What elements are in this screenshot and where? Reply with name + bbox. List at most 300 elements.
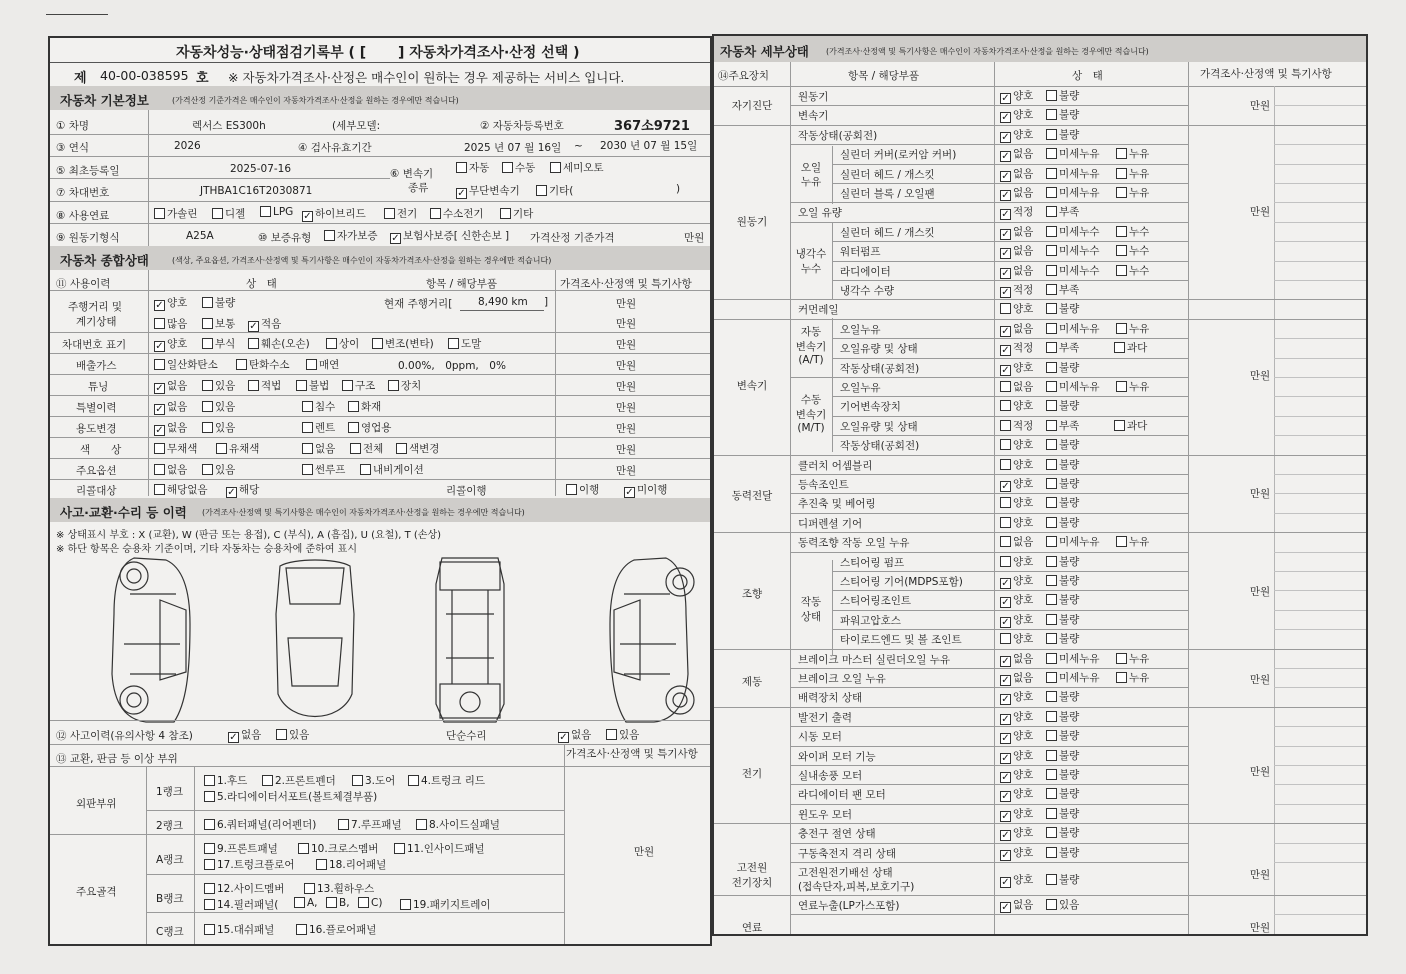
detail-state-option[interactable]: 양호 (1000, 631, 1033, 646)
part-cross-member[interactable]: 10.크로스멤버 (298, 841, 378, 856)
current-mileage-close: ] (544, 296, 549, 308)
cat-self-diagnosis: 자기진단 (731, 100, 773, 112)
detail-state-option[interactable]: 부족 (1046, 282, 1079, 297)
price-basis-unit: 만원 (684, 232, 705, 244)
rank-1-label: 1랭크 (156, 786, 183, 798)
recall-na[interactable]: 해당없음 (154, 482, 208, 497)
basic-header: 자동차 기본정보 (60, 93, 149, 108)
rank-2-label: 2랭크 (156, 820, 183, 832)
detail-state-option[interactable]: 불량 (1046, 554, 1079, 569)
color-full[interactable]: 전체 (350, 441, 383, 456)
detail-state-option[interactable]: 불량 (1046, 573, 1079, 588)
detail-state-option[interactable]: 불량 (1046, 748, 1079, 763)
detail-state-option[interactable]: 불량 (1046, 495, 1079, 510)
vinmark-differ[interactable]: 상이 (326, 336, 359, 351)
reg-no-label: ② 자동차등록번호 (480, 120, 564, 132)
detail-state-option[interactable]: ✓ 없음 (1001, 187, 1034, 201)
detail-item-label: 커먼레일 (798, 304, 839, 317)
fuel-opt-other[interactable]: 기타 (500, 206, 533, 221)
recall-done[interactable]: 이행 (566, 482, 599, 497)
detail-state-option[interactable]: 불량 (1046, 728, 1079, 743)
detail-state-option[interactable]: 양호 (1000, 457, 1033, 472)
options-navigation[interactable]: 내비게이션 (360, 462, 424, 477)
part-side-sill[interactable]: 8.사이드실패널 (416, 817, 500, 832)
sub-at-2: 변속기 (795, 341, 827, 353)
detail-state-option[interactable]: ✓ 양호 (1001, 478, 1034, 492)
price-power-transfer: 만원 (1249, 488, 1271, 500)
detail-state-option[interactable]: 불량 (1046, 767, 1079, 782)
detail-state-option[interactable]: 불량 (1046, 806, 1079, 821)
vinmark-damage[interactable]: 훼손(오손) (248, 336, 310, 351)
detail-state-option[interactable]: 부족 (1046, 418, 1079, 433)
detail-state-option[interactable]: ✓ 양호 (1001, 691, 1034, 706)
detail-state-option[interactable]: ✓ 양호 (1001, 128, 1034, 143)
doc-no-suffix: 호 (196, 71, 209, 86)
row-usage-unit: 만원 (615, 423, 637, 435)
tuning-yes[interactable]: 있음 (202, 378, 235, 393)
detail-state-option[interactable]: 양호 (1000, 301, 1033, 316)
detail-state-option[interactable]: 양호 (1000, 437, 1033, 452)
row-color-unit: 만원 (615, 444, 637, 456)
detail-state-option[interactable]: 양호 (1000, 515, 1033, 530)
detail-item-label: 작동상태(공회전) (840, 440, 920, 453)
detail-item-label: 기어변속장치 (840, 401, 901, 414)
fuel-opt-gasoline[interactable]: 가솔린 (154, 206, 197, 221)
emission-co[interactable]: 일산화탄소 (154, 357, 218, 372)
insp-to: 2030 년 07 월 15일 (600, 140, 698, 152)
detail-state-option[interactable]: 불량 (1046, 872, 1079, 887)
fuel-opt-hydrogen[interactable]: 수소전기 (430, 206, 484, 221)
price-high-voltage: 만원 (1249, 869, 1271, 881)
detail-state-option[interactable]: 불량 (1046, 786, 1079, 801)
tuning-structure[interactable]: 구조 (342, 378, 375, 393)
detail-state-option[interactable]: 불량 (1046, 360, 1079, 375)
detail-state-option[interactable]: 누유 (1116, 651, 1149, 666)
detail-state-option[interactable]: 있음 (1046, 897, 1079, 912)
detail-state-option[interactable]: 양호 (1000, 554, 1033, 569)
detail-state-option[interactable]: 미세누수 (1046, 243, 1100, 258)
detail-state-option[interactable]: ✓ 양호 (1001, 710, 1034, 725)
price-electric: 만원 (1249, 766, 1271, 778)
gauge-many[interactable]: 많음 (154, 316, 187, 331)
tuning-none[interactable]: ✓ 없음 (155, 380, 188, 394)
trans-label: ⑥ 변속기 (390, 168, 434, 180)
detail-state-option[interactable]: 누유 (1116, 670, 1149, 685)
detail-item-label: 충전구 절연 상태 (798, 828, 876, 841)
overall-note: (색상, 주요옵션, 가격조사·산정액 및 특기사항은 매수인이 자동차가격조사·산정을 원하는 경우에만 적습니다) (172, 256, 552, 265)
detail-item-label: 냉각수 수량 (840, 285, 895, 297)
detail-state-option[interactable]: 미세누유 (1046, 379, 1100, 394)
rank-c-label: C랭크 (156, 926, 184, 938)
row-special-label: 특별이력 (76, 402, 117, 414)
car-diagram (90, 554, 710, 724)
detail-state-option[interactable]: 미세누수 (1046, 263, 1100, 278)
accident-none[interactable]: ✓ 없음 (229, 729, 262, 743)
part-quarter-panel[interactable]: 6.쿼터패널(리어펜더) (204, 817, 316, 832)
detail-state-option[interactable]: 미세누수 (1046, 224, 1100, 239)
vinmark-smeared[interactable]: 도말 (448, 336, 481, 351)
cat-transmission: 변속기 (736, 380, 768, 392)
emission-smoke[interactable]: 매연 (306, 357, 339, 372)
part-pillar-panel[interactable]: 14.필러패널( (204, 897, 278, 912)
usage-commercial[interactable]: 영업용 (348, 420, 391, 435)
color-changed[interactable]: 색변경 (396, 441, 439, 456)
trans-opt-semi[interactable]: 세미오토 (550, 160, 604, 175)
detail-state-option[interactable]: ✓ 양호 (1001, 575, 1034, 589)
doc-no-value: 40-00-038595 (100, 68, 189, 83)
fuel-opt-diesel[interactable]: 디젤 (212, 206, 245, 221)
detail-state-option[interactable]: 없음 (1000, 534, 1033, 549)
tuning-illegal[interactable]: 불법 (296, 378, 329, 393)
vinmark-good[interactable]: ✓ 양호 (155, 338, 188, 352)
detail-state-option[interactable]: 미세누유 (1046, 651, 1100, 666)
part-inside-panel[interactable]: 11.인사이드패널 (394, 841, 485, 856)
gauge-few[interactable]: ✓ 적음 (249, 318, 282, 332)
detail-item-label: 동력조향 작동 오일 누유 (798, 537, 910, 550)
detail-state-option[interactable]: ✓ 양호 (1001, 769, 1034, 783)
tuning-device[interactable]: 장치 (388, 378, 421, 393)
warranty-insurer[interactable]: ✓ 보험사보증[ 신한손보 ] (391, 230, 510, 244)
col-detail-price: 가격조사·산정액 및 특기사항 (1200, 68, 1332, 80)
gauge-normal[interactable]: 보통 (202, 316, 235, 331)
row-gauge-label: 계기상태 (76, 316, 117, 328)
part-pillar-a[interactable]: A, (294, 897, 318, 909)
emission-hc[interactable]: 탄화수소 (236, 357, 290, 372)
first-reg-label: ⑤ 최초등록일 (56, 165, 120, 177)
detail-state-option[interactable]: 부족 (1046, 340, 1079, 355)
part-radiator-support[interactable]: 5.라디에이터서포트(볼트체결부품) (204, 789, 377, 804)
recall-done-label: 리콜이행 (446, 485, 487, 497)
detail-item-label: 연료누출(LP가스포함) (798, 899, 900, 912)
part-side-member[interactable]: 12.사이드멤버 (204, 881, 284, 896)
accident-note: (가격조사·산정액 및 특기사항은 매수인이 자동차가격조사·산정을 원하는 경우에만 적습니다) (202, 508, 525, 517)
detail-state-option[interactable]: ✓ 양호 (1001, 846, 1034, 861)
detail-state-option[interactable]: 누유 (1116, 379, 1149, 394)
col-usage: ⑪ 사용이력 (56, 278, 111, 290)
detail-item-label: 실린더 헤드 / 개스킷 (840, 226, 935, 239)
price-transmission: 만원 (1249, 370, 1271, 382)
exchange-price-unit: 만원 (633, 846, 655, 858)
part-roof-panel[interactable]: 7.루프패널 (338, 817, 402, 832)
price-engine: 만원 (1249, 206, 1271, 218)
trans-opt-auto[interactable]: 자동 (456, 160, 489, 175)
detail-state-option[interactable]: 불량 (1046, 845, 1079, 860)
detail-state-option[interactable]: 누유 (1116, 166, 1149, 181)
detail-item-label: 실린더 헤드 / 개스킷 (840, 168, 935, 181)
col-price: 가격조사·산정액 및 특기사항 (560, 278, 692, 290)
detail-state-option[interactable]: ✓ 없음 (1001, 264, 1034, 279)
vin-label: ⑦ 차대번호 (56, 187, 110, 199)
engine-label: ⑨ 원동기형식 (56, 232, 120, 244)
sub-mt-3: (M/T) (797, 422, 825, 434)
detail-state-option[interactable]: 불량 (1046, 476, 1079, 491)
fuel-opt-electric[interactable]: 전기 (384, 206, 417, 221)
detail-item-label: 작동상태(공회전) (840, 362, 920, 375)
row-vin-mark-label: 차대번호 표기 (62, 339, 127, 351)
detail-state-option[interactable]: 미세누유 (1046, 321, 1100, 336)
car-frame-view (436, 558, 504, 722)
detail-state-option[interactable]: ✓ 없음 (1001, 898, 1034, 913)
part-rear-panel[interactable]: 18.리어패널 (316, 857, 386, 872)
exchange-price-col: 가격조사·산정액 및 특기사항 (566, 748, 698, 760)
detail-state-option[interactable]: ✓ 양호 (1001, 730, 1034, 745)
accident-yes[interactable]: 있음 (276, 727, 309, 742)
detail-item-label: 클러치 어셈블리 (798, 459, 873, 472)
part-hood[interactable]: 1.후드 (204, 773, 247, 788)
part-front-fender[interactable]: 2.프론트펜더 (262, 773, 336, 788)
main-frame-label: 주요골격 (76, 886, 117, 898)
fuel-opt-hybrid[interactable]: ✓ 하이브리드 (303, 208, 366, 222)
detail-item-label: 작동상태(공회전) (798, 129, 878, 142)
row-recall-label: 리콜대상 (76, 485, 117, 497)
detail-state-option[interactable]: ✓ 양호 (1001, 361, 1034, 376)
legend-line-2: ※ 하단 항목은 승용차 기준이며, 기타 자동차는 승용차에 준하여 표시 (56, 544, 357, 555)
detail-state-option[interactable]: ✓ 양호 (1001, 749, 1034, 764)
detail-item-label: 스티어링 기어(MDPS포함) (840, 576, 963, 588)
options-sunroof[interactable]: 썬루프 (302, 462, 345, 477)
detail-state-option[interactable]: 미세누유 (1046, 185, 1100, 200)
tuning-legal[interactable]: 적법 (248, 378, 281, 393)
special-fire[interactable]: 화재 (348, 399, 381, 414)
detail-item-label: 오일누유 (840, 382, 881, 394)
special-flood[interactable]: 침수 (302, 399, 335, 414)
detail-state-option[interactable]: 불량 (1046, 631, 1079, 646)
detail-model-label: (세부모델: (332, 120, 381, 132)
trans-opt-other-close: ) (676, 183, 681, 195)
detail-state-option[interactable]: 불량 (1046, 825, 1079, 840)
detail-state-option[interactable]: 불량 (1046, 88, 1079, 103)
year-value: 2026 (174, 140, 201, 152)
row-emission-unit: 만원 (615, 360, 637, 372)
detail-state-option[interactable]: ✓ 없음 (1001, 225, 1034, 240)
row-tuning-unit: 만원 (615, 381, 637, 393)
special-yes[interactable]: 있음 (202, 399, 235, 414)
detail-state-option[interactable]: 미세누유 (1046, 146, 1100, 161)
doc-no-note: ※ 자동차가격조사·산정은 매수인이 원하는 경우 제공하는 서비스 입니다. (228, 70, 625, 85)
detail-state-option[interactable]: ✓ 양호 (1001, 613, 1034, 628)
part-dash-panel[interactable]: 15.대쉬패널 (204, 922, 274, 937)
detail-state-option[interactable]: ✓ 양호 (1001, 594, 1034, 609)
legend-line-1: ※ 상태표시 부호 : X (교환), W (판금 또는 용접), C (부식), A (흠집), U (요철), T (손상) (56, 530, 442, 541)
detail-state-option[interactable]: ✓ 없음 (1001, 322, 1034, 337)
part-wheel-house[interactable]: 13.휠하우스 (304, 881, 374, 896)
part-pillar-b[interactable]: B, (326, 897, 350, 909)
detail-item-label: 와이퍼 모터 기능 (798, 750, 876, 763)
part-pillar-c[interactable]: C) (358, 897, 382, 909)
detail-item-label: 실린더 블록 / 오일팬 (840, 188, 935, 200)
options-none[interactable]: 없음 (154, 462, 187, 477)
trans-opt-manual[interactable]: 수동 (502, 160, 535, 175)
accident-header: 사고·교환·수리 등 이력 (60, 505, 187, 520)
detail-state-option[interactable]: 누유 (1116, 321, 1149, 336)
recall-applicable[interactable]: ✓ 해당 (227, 484, 260, 498)
row-color-label: 색 상 (80, 444, 122, 456)
row-options-unit: 만원 (615, 465, 637, 477)
price-basis-label: 가격산정 기준가격 (530, 232, 615, 244)
special-none[interactable]: ✓ 없음 (155, 401, 188, 415)
color-chromatic[interactable]: 유채색 (216, 441, 259, 456)
basic-note: (가격산정 기준가격은 매수인이 자동차가격조사·산정을 원하는 경우에만 적습니다) (172, 96, 459, 105)
rank-a-label: A랭크 (156, 854, 184, 866)
cat-steering: 조향 (741, 588, 763, 600)
detail-state-option[interactable]: 양호 (1000, 398, 1033, 413)
part-floor-panel[interactable]: 16.플로어패널 (296, 922, 376, 937)
mileage-good[interactable]: ✓ 양호 (155, 297, 188, 311)
options-yes[interactable]: 있음 (202, 462, 235, 477)
vinmark-corrosion[interactable]: 부식 (202, 336, 235, 351)
usage-none[interactable]: ✓ 없음 (155, 422, 188, 436)
color-none[interactable]: 없음 (302, 441, 335, 456)
detail-item-label: 타이로드엔드 및 볼 조인트 (840, 634, 962, 647)
recall-not-done[interactable]: ✓ 미이행 (625, 484, 668, 498)
fuel-opt-lpg[interactable]: LPG (260, 206, 293, 218)
cat-brake: 제동 (741, 676, 763, 688)
col-detail-item: 항목 / 해당부품 (848, 70, 920, 82)
detail-state-option[interactable]: ✓ 없음 (1001, 245, 1034, 260)
detail-item-label: 워터펌프 (840, 246, 881, 259)
detail-state-option[interactable]: 누수 (1116, 263, 1149, 278)
detail-state-option[interactable]: 불량 (1046, 709, 1079, 724)
detail-state-option[interactable]: 누유 (1116, 534, 1149, 549)
simple-repair-label: 단순수리 (446, 730, 487, 742)
detail-state-option[interactable]: 불량 (1046, 107, 1079, 122)
detail-state-option[interactable]: ✓ 적정 (1001, 206, 1034, 221)
cat-electric: 전기 (741, 768, 763, 780)
detail-state-option[interactable]: 누유 (1116, 146, 1149, 161)
exchange-label: ⑬ 교환, 판금 등 이상 부위 (56, 753, 178, 765)
detail-state-option[interactable]: ✓ 적정 (1001, 342, 1034, 357)
row-gauge-unit: 만원 (615, 318, 637, 330)
vin-value: JTHBA1C16T2030871 (200, 185, 313, 197)
fuel-label: ⑧ 사용연료 (56, 210, 110, 222)
detail-state-option[interactable]: 불량 (1046, 437, 1079, 452)
detail-state-option[interactable]: ✓ 없음 (1001, 652, 1034, 667)
sub-oil-1: 오일 (800, 162, 822, 174)
doc-title-right: ] 자동차가격조사·산정 선택 ) (398, 45, 580, 61)
right-panel (712, 34, 1368, 936)
detail-item-label: 라디에이터 팬 모터 (798, 789, 886, 802)
part-trunk-lid[interactable]: 4.트렁크 리드 (408, 773, 485, 788)
detail-state-option[interactable]: 누유 (1116, 185, 1149, 200)
detail-state-option[interactable]: ✓ 양호 (1001, 109, 1034, 124)
detail-state-option[interactable]: ✓ 없음 (1001, 672, 1034, 686)
price-steering: 만원 (1249, 586, 1271, 598)
detail-state-option[interactable]: 누수 (1116, 224, 1149, 239)
cat-high-voltage-1: 고전원 (736, 862, 768, 874)
detail-state-option[interactable]: 과다 (1114, 418, 1147, 433)
row-usage-change-label: 용도변경 (76, 423, 117, 435)
detail-state-option[interactable]: 적정 (1000, 418, 1033, 433)
current-mileage-label: 현재 주행거리[ (384, 298, 453, 310)
detail-state-option[interactable]: 미세누유 (1046, 534, 1100, 549)
part-trunk-floor[interactable]: 17.트렁크플로어 (204, 857, 295, 872)
price-self-diagnosis: 만원 (1249, 100, 1271, 112)
detail-state-option[interactable]: 미세누유 (1046, 166, 1100, 181)
detail-state-option[interactable]: 미세누유 (1046, 670, 1100, 685)
detail-state-option[interactable]: 과다 (1114, 340, 1147, 355)
top-mark-line (46, 14, 108, 15)
mileage-bad[interactable]: 불량 (202, 295, 235, 310)
car-top-view (276, 560, 354, 717)
detail-state-option[interactable]: ✓ 없음 (1001, 148, 1034, 163)
price-fuel: 만원 (1249, 922, 1271, 934)
sub-at-3: (A/T) (798, 354, 824, 366)
repair-none[interactable]: ✓ 없음 (559, 729, 592, 743)
usage-rent[interactable]: 렌트 (302, 420, 335, 435)
detail-state-option[interactable]: ✓ 양호 (1001, 788, 1034, 803)
cat-power-transfer: 동력전달 (731, 490, 773, 502)
detail-state-option[interactable]: ✓ 양호 (1001, 874, 1034, 888)
sub-at-1: 자동 (800, 326, 822, 338)
detail-state-option[interactable]: ✓ 양호 (1001, 807, 1034, 822)
detail-state-option[interactable]: ✓ 적정 (1001, 284, 1034, 298)
part-door[interactable]: 3.도어 (352, 773, 395, 788)
detail-item-label: 브레이크 마스터 실린더오일 누유 (798, 653, 951, 666)
car-name-label: ① 차명 (56, 120, 90, 132)
left-panel (48, 36, 712, 946)
part-front-panel[interactable]: 9.프론트패널 (204, 841, 278, 856)
current-mileage-value: 8,490 km (478, 296, 528, 308)
detail-item-label: 오일누유 (840, 323, 881, 336)
outer-panel-label: 외판부위 (76, 798, 117, 810)
insp-from: 2025 년 07 월 16일 (464, 142, 562, 154)
detail-state-option[interactable]: ✓ 양호 (1001, 827, 1034, 842)
col-item: 항목 / 해당부품 (426, 278, 498, 290)
detail-state-option[interactable]: 불량 (1046, 515, 1079, 530)
detail-item-label: 구동축전지 격리 상태 (798, 847, 896, 860)
row-emission-label: 배출가스 (76, 360, 117, 372)
detail-item-label: 스티어링 펌프 (840, 556, 905, 569)
detail-state-option[interactable]: 불량 (1046, 612, 1079, 627)
part-package-tray[interactable]: 19.패키지트레이 (400, 897, 491, 912)
car-right-side-view (610, 558, 694, 722)
detail-item-label: 윈도우 모터 (798, 808, 853, 821)
detail-item-label: 변속기 (798, 110, 829, 123)
warranty-self[interactable]: 자가보증 (324, 228, 378, 243)
detail-state-option[interactable]: 불량 (1046, 689, 1079, 704)
detail-item-label: 실린더 커버(로커암 커버) (840, 149, 957, 162)
detail-state-option[interactable]: 불량 (1046, 301, 1079, 316)
detail-state-option[interactable]: 불량 (1046, 457, 1079, 472)
detail-state-option[interactable]: 불량 (1046, 592, 1079, 607)
sub-oil-2: 누유 (800, 176, 822, 188)
detail-state-option[interactable]: 누수 (1116, 243, 1149, 258)
detail-state-option[interactable]: ✓ 없음 (1001, 167, 1034, 182)
detail-state-option[interactable]: 불량 (1046, 127, 1079, 142)
detail-state-option[interactable]: 없음 (1000, 379, 1033, 394)
sub-mt-1: 수동 (800, 394, 822, 406)
detail-state-option[interactable]: 양호 (1000, 495, 1033, 510)
detail-state-option[interactable]: ✓ 양호 (1001, 90, 1034, 104)
detail-item-label: 등속조인트 (798, 479, 849, 491)
detail-item-label: 고전원전기배선 상태 (798, 867, 893, 879)
reg-no-value: 367소9721 (614, 119, 690, 134)
accident-history-label: ⑫ 사고이력(유의사항 4 참조) (56, 730, 193, 742)
row-special-unit: 만원 (615, 402, 637, 414)
detail-item-label: 파워고압호스 (840, 614, 901, 627)
detail-item-label: 시동 모터 (798, 731, 842, 744)
repair-yes[interactable]: 있음 (606, 727, 639, 742)
usage-yes[interactable]: 있음 (202, 420, 235, 435)
trans-opt-cvt[interactable]: ✓ 무단변속기 (457, 185, 520, 199)
color-achromatic[interactable]: 무채색 (154, 441, 197, 456)
sub-mt-2: 변속기 (795, 409, 827, 421)
detail-state-option[interactable]: 부족 (1046, 204, 1079, 219)
detail-state-option[interactable]: 불량 (1046, 398, 1079, 413)
trans-opt-other[interactable]: 기타( (536, 183, 573, 198)
vinmark-altered[interactable]: 변조(변타) (372, 336, 434, 351)
row-mileage-unit: 만원 (615, 298, 637, 310)
